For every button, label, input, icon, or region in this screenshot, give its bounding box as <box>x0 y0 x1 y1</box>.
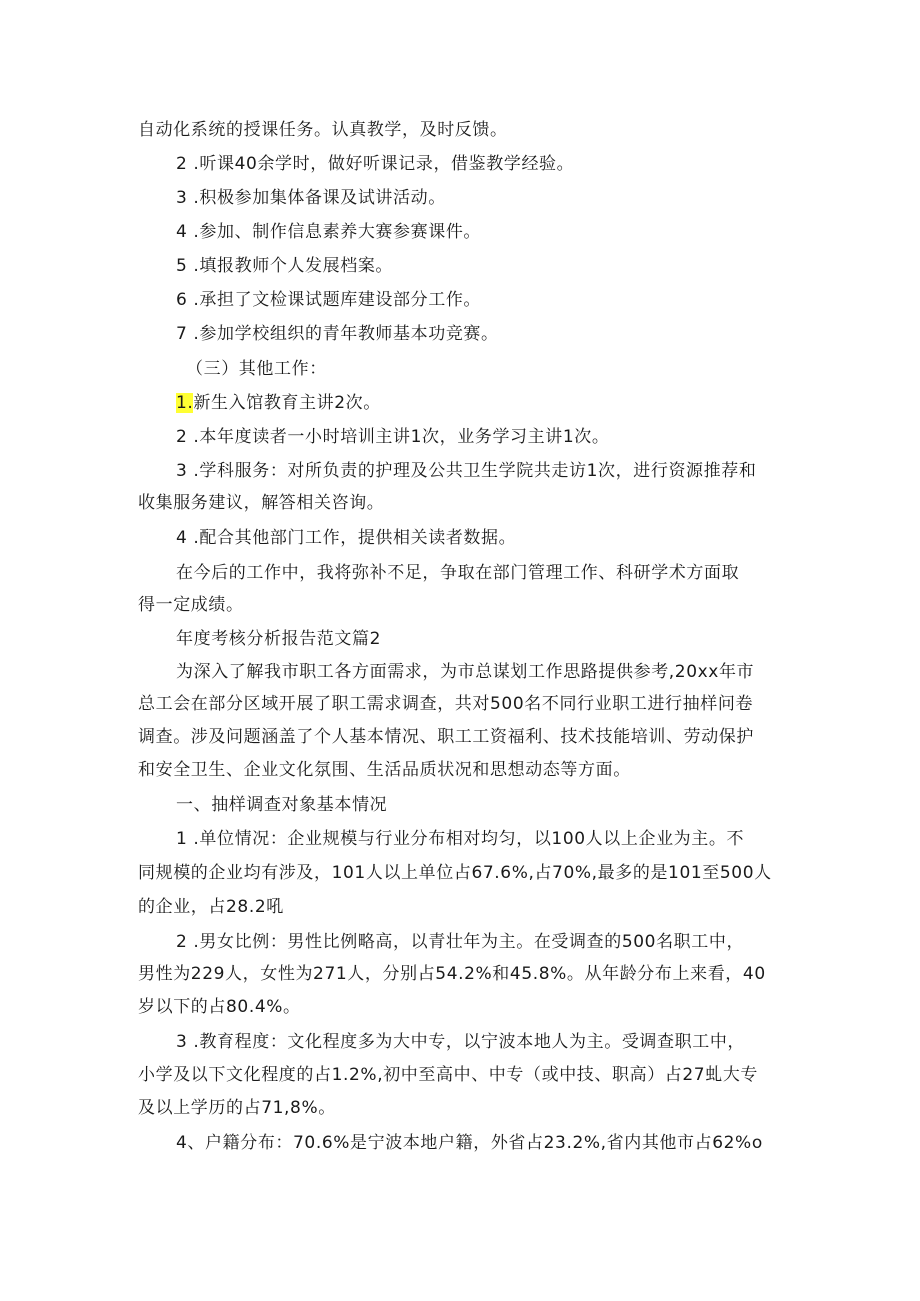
text-line: 得一定成绩。 <box>138 595 244 615</box>
list-item: 2 .听课40余学时，做好听课记录，借鉴教学经验。 <box>176 154 575 174</box>
text-line: 自动化系统的授课任务。认真教学，及时反馈。 <box>138 120 508 140</box>
list-item: 4 .配合其他部门工作，提供相关读者数据。 <box>176 528 517 548</box>
text-line: 同规模的企业均有涉及，101人以上单位占67.6%,占70%,最多的是101至500人 <box>138 863 772 883</box>
list-item: 6 .承担了文检课试题库建设部分工作。 <box>176 290 482 310</box>
section-heading: 一、抽样调查对象基本情况 <box>176 795 388 815</box>
list-item: 3 .学科服务：对所负责的护理及公共卫生学院共走访1次，进行资源推荐和 <box>176 461 757 481</box>
text-line: 的企业，占28.2吼 <box>138 897 284 917</box>
list-item: 1 .单位情况：企业规模与行业分布相对均匀，以100人以上企业为主。不 <box>176 829 745 849</box>
text-line: 及以上学历的占71,8%。 <box>138 1098 336 1118</box>
list-item: 5 .填报教师个人发展档案。 <box>176 256 394 276</box>
text-line: 小学及以下文化程度的占1.2%,初中至高中、中专（或中技、职高）占27虬大专 <box>138 1065 759 1085</box>
text-line: 调查。涉及问题涵盖了个人基本情况、职工工资福利、技术技能培训、劳动保护 <box>138 727 754 747</box>
list-item: 2 .本年度读者一小时培训主讲1次，业务学习主讲1次。 <box>176 427 610 447</box>
list-item-text: 新生入馆教育主讲2次。 <box>193 393 381 413</box>
list-item: 3 .教育程度：文化程度多为大中专，以宁波本地人为主。受调查职工中， <box>176 1032 746 1052</box>
list-item: 4 .参加、制作信息素养大赛参赛课件。 <box>176 222 482 242</box>
text-line: 岁以下的占80.4%。 <box>138 997 301 1017</box>
paragraph-line: 为深入了解我市职工各方面需求，为市总谋划工作思路提供参考,20xx年市 <box>176 662 755 682</box>
list-item: 4、户籍分布：70.6%是宁波本地户籍，外省占23.2%,省内其他市占62%o <box>176 1133 763 1153</box>
text-line: 总工会在部分区域开展了职工需求调查，共对500名不同行业职工进行抽样问卷 <box>138 694 754 714</box>
text-line: 收集服务建议，解答相关咨询。 <box>138 493 385 513</box>
list-item: 2 .男女比例：男性比例略高，以青壮年为主。在受调查的500名职工中， <box>176 932 745 952</box>
text-line: 男性为229人，女性为271人，分别占54.2%和45.8%。从年龄分布上来看，40 <box>138 964 766 984</box>
section-heading: 年度考核分析报告范文篇2 <box>176 629 382 649</box>
list-item: 3 .积极参加集体备课及试讲活动。 <box>176 188 446 208</box>
highlighted-number: 1. <box>176 393 194 413</box>
text-line: 和安全卫生、企业文化氛围、生活品质状况和思想动态等方面。 <box>138 760 631 780</box>
list-item <box>176 391 381 415</box>
paragraph-line: 在今后的工作中，我将弥补不足，争取在部门管理工作、科研学术方面取 <box>176 563 740 583</box>
list-item: 7 .参加学校组织的青年教师基本功竞赛。 <box>176 324 499 344</box>
section-heading: （三）其他工作： <box>186 359 327 379</box>
